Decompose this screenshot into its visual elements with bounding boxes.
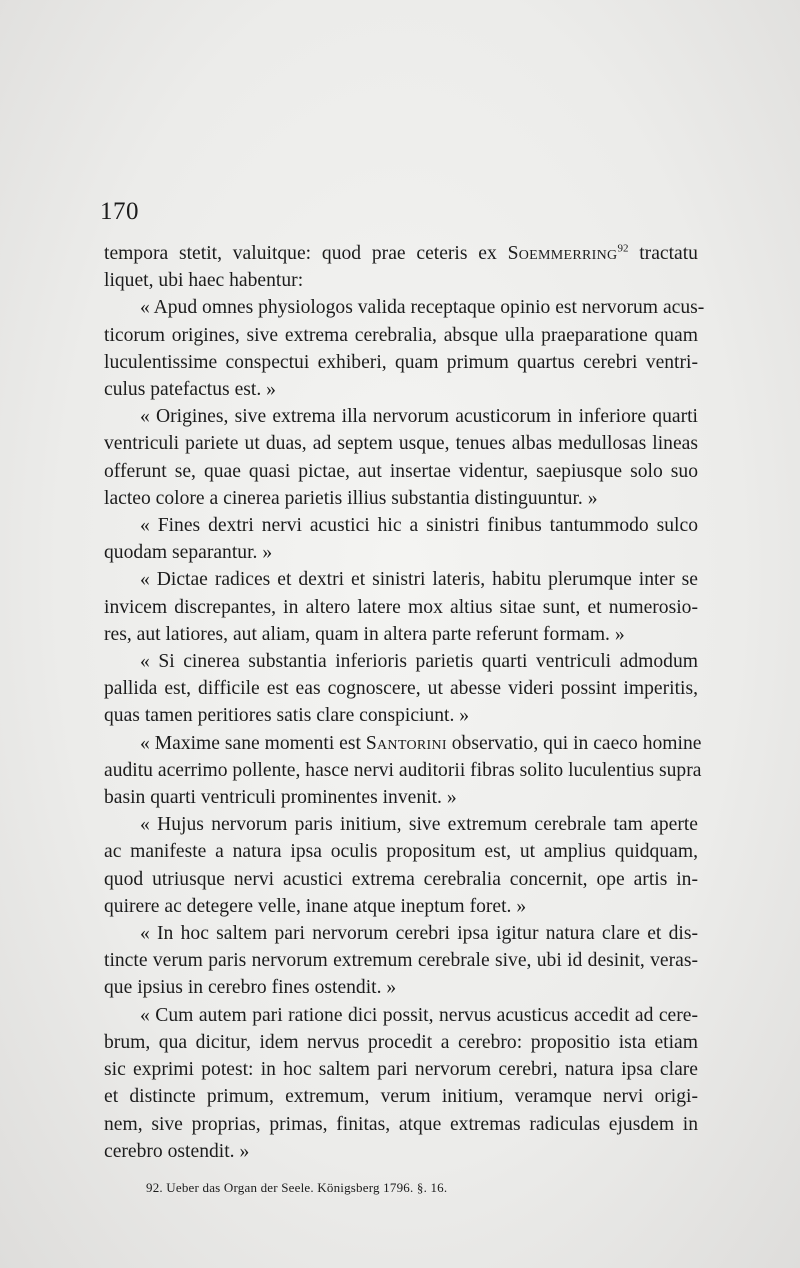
text-line [104, 757, 702, 784]
line-text: « Cum autem pari ratione dici possit, nervus acusticus accedit ad cere- [140, 1004, 698, 1026]
line-text: « Si cinerea substantia inferioris parietis quarti ventriculi admodum [140, 651, 698, 673]
text-line [104, 784, 698, 811]
line-text: nem, sive proprias, primas, finitas, atque extremas radiculas ejusdem in [104, 1113, 698, 1135]
text-line [104, 1111, 698, 1138]
text-line [104, 621, 698, 648]
text-line [104, 866, 698, 893]
line-text: « In hoc saltem pari nervorum cerebri ipsa igitur natura clare et dis- [140, 923, 698, 945]
body-text [104, 240, 705, 1165]
line-text: « Origines, sive extrema illa nervorum acusticorum in inferiore quarti [140, 406, 698, 428]
text-line [104, 430, 698, 457]
text-line [104, 893, 698, 920]
text-line [104, 267, 698, 294]
footnote: 92. Ueber das Organ der Seele. Königsberg 1796. §. 16. [146, 1180, 448, 1195]
text-line [104, 458, 698, 485]
line-text: « Apud omnes physiologos valida receptaque opinio est nervorum acus- [140, 297, 705, 319]
text-line [104, 947, 698, 974]
text-line [104, 648, 698, 675]
line-text: luculentissime conspectui exhiberi, quam primum quartus cerebri ventri- [104, 351, 698, 373]
line-text: quodam separantur. » [104, 542, 273, 564]
text-line [104, 594, 698, 621]
text-line [104, 1138, 698, 1165]
text-line [104, 294, 705, 321]
line-text: et distincte primum, extremum, verum initium, veramque nervi origi- [104, 1086, 698, 1108]
line-text: cerebro ostendit. » [104, 1140, 250, 1162]
page-number: 170 [100, 198, 139, 225]
footnote-marker: 92 [617, 242, 629, 255]
line-text: ventriculi pariete ut duas, ad septem usque, tenues albas medullosas lineas [104, 433, 698, 455]
line-text: auditu acerrimo pollente, hasce nervi auditorii fibras solito luculentius supra [104, 759, 702, 781]
line-text: liquet, ubi haec habentur: [104, 270, 304, 292]
line-text-continued: observatio, qui in caeco homine [446, 732, 702, 754]
line-text: « Fines dextri nervi acustici hic a sinistri finibus tantummodo sulco [140, 515, 698, 537]
text-line [104, 403, 698, 430]
line-text: res, aut latiores, aut aliam, quam in altera parte referunt formam. » [104, 623, 625, 645]
text-line [104, 974, 698, 1001]
line-text: « Hujus nervorum paris initium, sive extremum cerebrale tam aperte [140, 814, 698, 836]
line-text: lacteo colore a cinerea parietis illius substantia distinguuntur. » [104, 487, 598, 509]
text-line [104, 485, 698, 512]
text-line [104, 1056, 698, 1083]
line-text: culus patefactus est. » [104, 379, 276, 401]
text-line [104, 730, 702, 757]
line-text: tincte verum paris nervorum extremum cerebrale sive, ubi id desinit, veras- [104, 950, 698, 972]
author-name: Soemmerring [507, 243, 618, 264]
text-line [104, 349, 698, 376]
line-text: invicem discrepantes, in altero latere mox altius sitae sunt, et numerosio- [104, 596, 698, 618]
text-line [104, 512, 698, 539]
line-text: offerunt se, quae quasi pictae, aut insertae videntur, saepiusque solo suo [104, 460, 698, 482]
text-line [104, 1002, 698, 1029]
text-line [104, 1029, 698, 1056]
line-text: quirere ac detegere velle, inane atque ineptum foret. » [104, 895, 527, 917]
line-text: « Maxime sane momenti est [140, 732, 366, 754]
line-text: basin quarti ventriculi prominentes invenit. » [104, 787, 457, 809]
text-line [104, 838, 698, 865]
line-text: quas tamen peritiores satis clare conspiciunt. » [104, 705, 470, 727]
text-line [104, 539, 698, 566]
line-text: sic exprimi potest: in hoc saltem pari nervorum cerebri, natura ipsa clare [104, 1059, 698, 1081]
text-line [104, 675, 698, 702]
text-line [104, 566, 698, 593]
text-line [104, 240, 698, 267]
line-text: tempora stetit, valuitque: quod prae ceteris ex [104, 243, 508, 264]
line-text: quod utriusque nervi acustici extrema cerebralia concernit, ope artis in- [104, 868, 698, 890]
text-line [104, 376, 698, 403]
text-line [104, 920, 698, 947]
text-line [104, 811, 698, 838]
line-text: ticorum origines, sive extrema cerebralia, absque ulla praeparatione quam [104, 324, 698, 346]
line-text: brum, qua dicitur, idem nervus procedit a cerebro: propositio ista etiam [104, 1031, 698, 1053]
text-line [104, 702, 698, 729]
author-name: Santorini [365, 732, 447, 754]
line-text: ac manifeste a natura ipsa oculis propositum est, ut amplius quidquam, [104, 841, 698, 863]
line-text: pallida est, difficile est eas cognoscere, ut abesse videri possint imperitis, [104, 678, 698, 700]
text-line [104, 322, 698, 349]
text-line [104, 1083, 698, 1110]
line-text-continued: tractatu [628, 243, 698, 264]
line-text: que ipsius in cerebro fines ostendit. » [104, 977, 397, 999]
line-text: « Dictae radices et dextri et sinistri lateris, habitu plerumque inter se [140, 569, 698, 591]
